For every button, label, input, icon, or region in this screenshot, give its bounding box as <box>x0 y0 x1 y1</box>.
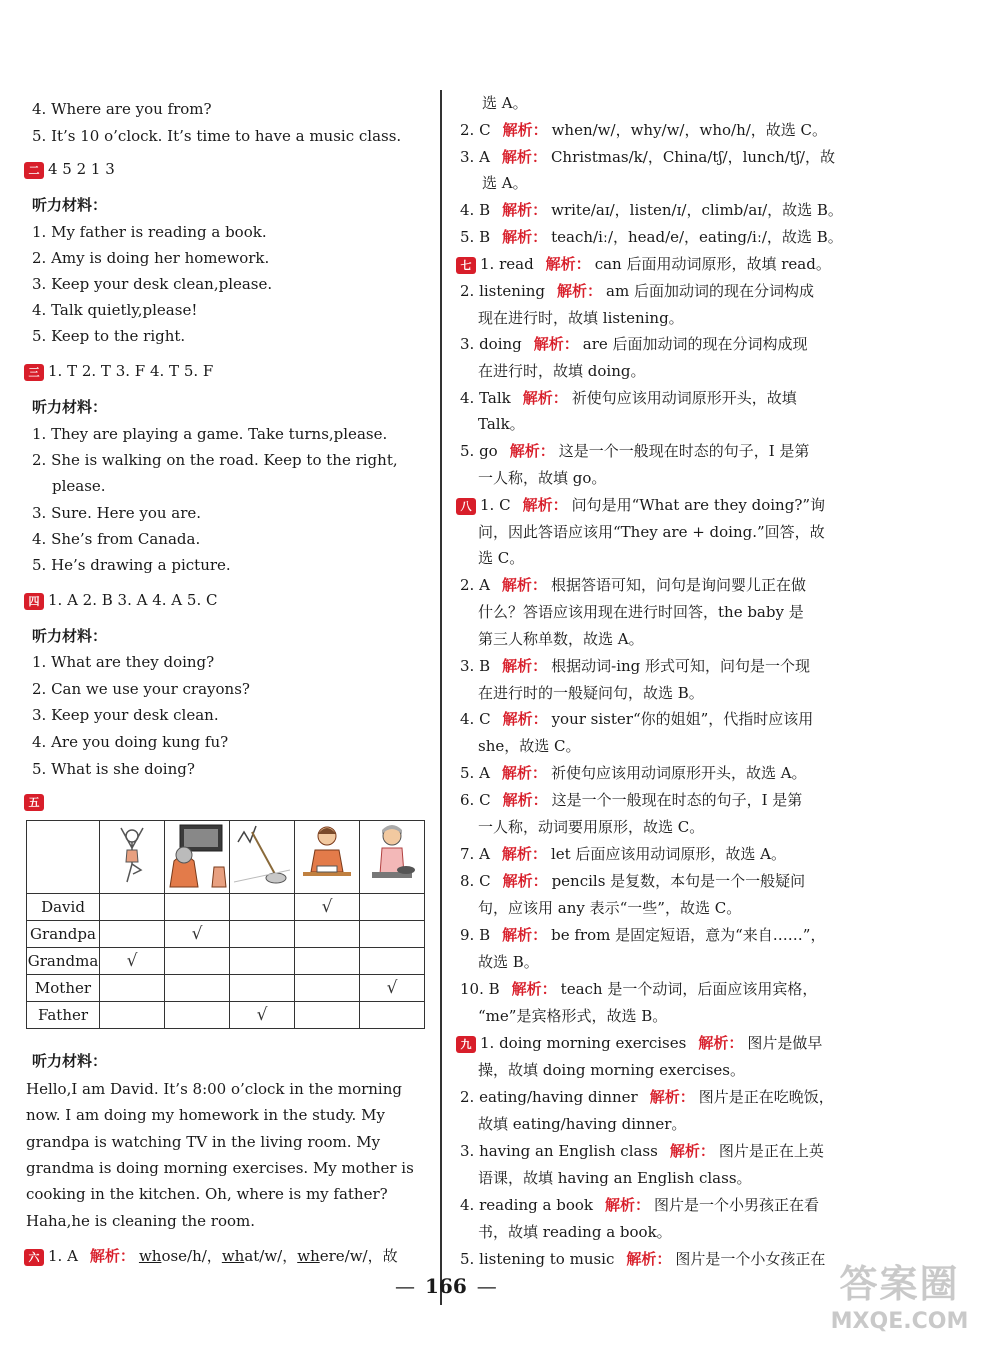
answer-line: 6. C 解析： 这是一个一般现在时态的句子，I 是第 <box>460 791 803 809</box>
text-line: she，故选 C。 <box>478 737 581 755</box>
material-label: 听力材料： <box>32 196 108 214</box>
text-line: 故填 eating/having dinner。 <box>478 1115 687 1133</box>
picture-yoga <box>100 821 165 894</box>
grandpa-tv-icon <box>166 821 228 889</box>
watermark <box>807 1260 992 1350</box>
text-line: 2. Can we use your crayons? <box>32 680 250 698</box>
picture-cooking <box>360 821 425 894</box>
text-line: grandpa is watching TV in the living room. My <box>26 1133 381 1151</box>
check-cell <box>100 894 165 921</box>
answer-line: 8. C 解析： pencils 是复数，本句是一个一般疑问 <box>460 872 806 890</box>
answer-line: 3. having an English class 解析： 图片是正在上英 <box>460 1142 824 1160</box>
boy-homework-icon <box>297 822 357 888</box>
text-line: 1. What are they doing? <box>32 653 215 671</box>
page-number: — 166 — <box>395 1274 497 1298</box>
table-row <box>27 894 425 921</box>
answer-line: 3. B 解析： 根据动词-ing 形式可知，问句是一个现 <box>460 657 811 675</box>
text-line: 选 A。 <box>482 174 528 192</box>
material-label: 听力材料： <box>32 398 108 416</box>
section-badge: 二 <box>24 162 44 179</box>
picture-row <box>27 821 425 894</box>
text-line: grandma is doing morning exercises. My mother is <box>26 1159 414 1177</box>
answer-line: 4. C 解析： your sister“你的姐姐”，代指时应该用 <box>460 710 814 728</box>
text-line: 4. Talk quietly,please! <box>32 301 198 319</box>
yoga-girl-icon <box>107 822 157 888</box>
section-badge: 九 <box>456 1036 476 1053</box>
column-divider <box>440 90 442 1305</box>
section-badge: 八 <box>456 498 476 515</box>
row-name: Mother <box>27 975 100 1002</box>
answer-line: 2. eating/having dinner 解析： 图片是正在吃晚饭， <box>460 1088 834 1106</box>
text-line: 3. Keep your desk clean. <box>32 706 219 724</box>
check-cell: √ <box>230 1002 295 1029</box>
text-line: 选 A。 <box>482 94 528 112</box>
text-line: 3. Keep your desk clean,please. <box>32 275 273 293</box>
answer-line: 10. B 解析： teach 是一个动词，后面应该用宾格， <box>460 980 818 998</box>
text-line: 在进行时，故填 doing。 <box>478 362 646 380</box>
text-line: 4. Where are you from? <box>32 100 212 118</box>
text-line: 4. Are you doing kung fu? <box>32 733 229 751</box>
text-line: Talk。 <box>478 415 525 433</box>
material-label: 听力材料： <box>32 1052 108 1070</box>
text-line: 句，应该用 any 表示“一些”，故选 C。 <box>478 899 742 917</box>
section-badge: 五 <box>24 794 44 811</box>
answer-line: 5. listening to music 解析： 图片是一个小女孩正在 <box>460 1250 826 1268</box>
check-cell <box>230 894 295 921</box>
material-label: 听力材料： <box>32 627 108 645</box>
check-cell <box>165 948 230 975</box>
answer-line: 八 1. C 解析： 问句是用“What are they doing?”询 <box>456 492 825 518</box>
section-badge: 四 <box>24 593 44 610</box>
section-2-answer: 二 4 5 2 1 3 <box>24 156 115 182</box>
text-line: 问，因此答语应该用“They are + doing.”回答，故 <box>478 523 825 541</box>
check-cell <box>360 948 425 975</box>
answer-line: 4. reading a book 解析： 图片是一个小男孩正在看 <box>460 1196 819 1214</box>
text-line: please. <box>52 477 106 495</box>
text-line: 5. Keep to the right. <box>32 327 186 345</box>
row-name: Grandpa <box>27 921 100 948</box>
text-line: 1. They are playing a game. Take turns,please. <box>32 425 388 443</box>
answer-line: 3. doing 解析： are 后面加动词的现在分词构成现 <box>460 335 808 353</box>
text-line: 1. My father is reading a book. <box>32 223 267 241</box>
text-line: 第三人称单数，故选 A。 <box>478 630 644 648</box>
text-line: 4. She’s from Canada. <box>32 530 201 548</box>
check-cell <box>295 948 360 975</box>
check-cell: √ <box>165 921 230 948</box>
check-cell <box>230 948 295 975</box>
check-cell <box>230 921 295 948</box>
row-name: Grandma <box>27 948 100 975</box>
text-line: 故选 B。 <box>478 953 539 971</box>
text-line: 3. Sure. Here you are. <box>32 504 202 522</box>
check-cell <box>360 894 425 921</box>
table-row <box>27 921 425 948</box>
picture-homework <box>295 821 360 894</box>
check-cell <box>165 1002 230 1029</box>
text-line: “me”是宾格形式，故选 B。 <box>478 1007 668 1025</box>
text-line: 5. He’s drawing a picture. <box>32 556 231 574</box>
check-cell <box>165 975 230 1002</box>
text-line: 5. What is she doing? <box>32 760 195 778</box>
check-cell: √ <box>295 894 360 921</box>
text-line: 2. She is walking on the road. Keep to the right, <box>32 451 398 469</box>
section-6-line: 六 1. A 解析： whose/h/，what/w/，where/w/，故 <box>24 1243 398 1269</box>
section-badge: 六 <box>24 1249 44 1266</box>
row-name: David <box>27 894 100 921</box>
check-cell <box>165 894 230 921</box>
section-3-answer: 三 1. T 2. T 3. F 4. T 5. F <box>24 358 213 384</box>
answer-line: 5. B 解析： teach/iː/，head/e/，eating/iː/，故选 B。 <box>460 228 843 246</box>
text-line: 操，故填 doing morning exercises。 <box>478 1061 745 1079</box>
text-line: 2. Amy is doing her homework. <box>32 249 270 267</box>
text-line: 一人称，动词要用原形，故选 C。 <box>478 818 705 836</box>
watermark-url: MXQE.COM <box>830 1309 969 1334</box>
picture-tv <box>165 821 230 894</box>
answer-line: 3. A 解析： Christmas/k/，China/tʃ/，lunch/tʃ/，故 <box>460 148 835 166</box>
picture-cleaning <box>230 821 295 894</box>
text-line: 书，故填 reading a book。 <box>478 1223 672 1241</box>
check-cell <box>295 921 360 948</box>
answer-line: 2. C 解析： when/w/，why/w/，who/h/，故选 C。 <box>460 121 828 139</box>
text-line: Haha,he is cleaning the room. <box>26 1212 256 1230</box>
text-line: cooking in the kitchen. Oh, where is my father? <box>26 1185 388 1203</box>
check-cell <box>100 921 165 948</box>
answer-line: 九 1. doing morning exercises 解析： 图片是做早 <box>456 1030 822 1056</box>
check-cell <box>295 1002 360 1029</box>
text-line: now. I am doing my homework in the study. My <box>26 1106 385 1124</box>
check-cell <box>100 1002 165 1029</box>
text-line: Hello,I am David. It’s 8:00 o’clock in the morning <box>26 1080 402 1098</box>
answer-line: 7. A 解析： let 后面应该用动词原形，故选 A。 <box>460 845 787 863</box>
section-badge: 七 <box>456 257 476 274</box>
check-cell <box>360 921 425 948</box>
watermark-logo: 答案圈 <box>839 1262 960 1306</box>
text-line: 选 C。 <box>478 549 525 567</box>
check-cell <box>295 975 360 1002</box>
answer-line: 2. A 解析： 根据答语可知，问句是询问婴儿正在做 <box>460 576 806 594</box>
answer-line: 4. B 解析： write/aɪ/，listen/ɪ/，climb/aɪ/，故选 B。 <box>460 201 843 219</box>
answer-line: 5. go 解析： 这是一个一般现在时态的句子，I 是第 <box>460 442 810 460</box>
text-line: 一人称，故填 go。 <box>478 469 607 487</box>
text-line: 语课，故填 having an English class。 <box>478 1169 752 1187</box>
answer-line: 七 1. read 解析： can 后面用动词原形，故填 read。 <box>456 251 831 277</box>
mother-cooking-icon <box>362 822 422 888</box>
check-cell: √ <box>360 975 425 1002</box>
answer-line: 4. Talk 解析： 祈使句应该用动词原形开头，故填 <box>460 389 797 407</box>
table-row <box>27 975 425 1002</box>
row-name: Father <box>27 1002 100 1029</box>
text-line: 什么？答语应该用现在进行时回答，the baby 是 <box>478 603 804 621</box>
check-cell <box>360 1002 425 1029</box>
section-5-heading <box>24 788 48 814</box>
mop-icon <box>232 822 292 888</box>
answer-line: 2. listening 解析： am 后面加动词的现在分词构成 <box>460 282 814 300</box>
section-4-answer: 四 1. A 2. B 3. A 4. A 5. C <box>24 587 217 613</box>
table-row <box>27 1002 425 1029</box>
text-line: 现在进行时，故填 listening。 <box>478 309 684 327</box>
check-cell <box>230 975 295 1002</box>
text-line: 在进行时的一般疑问句，故选 B。 <box>478 684 704 702</box>
section-badge: 三 <box>24 364 44 381</box>
check-cell: √ <box>100 948 165 975</box>
check-cell <box>100 975 165 1002</box>
answer-line: 5. A 解析： 祈使句应该用动词原形开头，故选 A。 <box>460 764 807 782</box>
text-line: 5. It’s 10 o’clock. It’s time to have a music class. <box>32 127 402 145</box>
activity-table <box>26 820 425 1029</box>
table-row <box>27 948 425 975</box>
answer-line: 9. B 解析： be from 是固定短语，意为“来自……”， <box>460 926 826 944</box>
